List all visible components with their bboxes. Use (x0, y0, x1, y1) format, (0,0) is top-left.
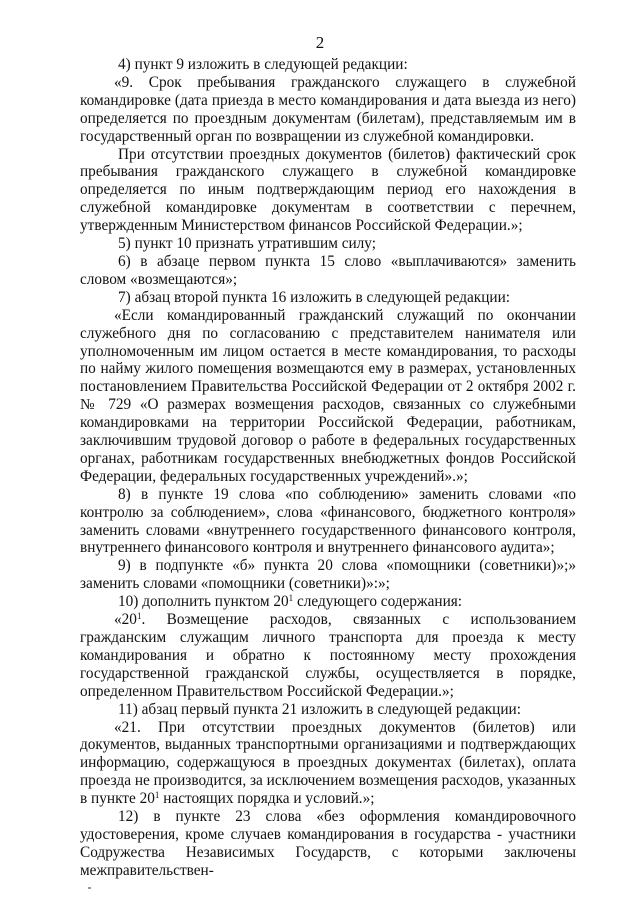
document-body (80, 56, 576, 880)
page-number: 2 (315, 33, 325, 52)
quoted-paragraph-20-1 (80, 611, 576, 701)
quoted-paragraph-21 (80, 719, 576, 809)
paragraph-item-5: 5) пункт 10 признать утратившим силу; (118, 235, 377, 253)
superscript-1: 1 (288, 593, 294, 604)
quoted-paragraph-21-end: настоящих порядка и условий.»; (159, 790, 375, 808)
quoted-paragraph-9: «9. Срок пребывания гражданского служащего в служебной командировке (дата приезда в место командирования и дата выезда из него) определяется по проездным документам (билетам), представляемым им в государственный орган по возвращении из служебной командировки. (80, 73, 576, 145)
quoted-paragraph-20-1-end: . Возмещение расходов, связанных с использованием гражданским служащим личного транспорта для проезда к месту командирования и обратно к постоянному месту прохождения государственной гражданской службы, осуществляется в порядке, определенном Правительством Российской Федерации.»; (80, 611, 576, 700)
paragraph-item-7: 7) абзац второй пункта 16 изложить в следующей редакции: (118, 288, 511, 306)
paragraph-item-6: 6) в абзаце первом пункта 15 слово «выплачиваются» заменить словом «возмещаются»; (80, 252, 576, 288)
paragraph-item-9: 9) в подпункте «б» пункта 20 слова «помощники (советники)»;» заменить словами «помощники (советники)»:»; (80, 557, 576, 593)
paragraph-absence-of-documents: При отсутствии проездных документов (билетов) фактический срок пребывания гражданского служащего в служебной командировке определяется по иным подтверждающим период его нахождения в служебной командировке документам в соответствии с перечнем, утвержденным Министерством финансов Российской Федерации.»; (80, 145, 576, 235)
paragraph-item-10-end: следующего содержания: (293, 593, 463, 611)
paragraph-item-8: 8) в пункте 19 слова «по соблюдению» заменить словами «по контролю за соблюдением», слова «финансового, бюджетного контроля» заменить словами «внутреннего государственного финансового контроля, внутреннего финансового контроля и внутреннего финансового аудита»; (80, 485, 576, 557)
paragraph-item-4: 4) пункт 9 изложить в следующей редакции: (118, 56, 408, 73)
quoted-paragraph-21-start: «21. При отсутствии проездных документов (билетов) или документов, выданных транспортными организациями и подтверждающих информацию, содержащуюся в проездных документах (билетах), оплата проезда не производится, за исключением возмещения расходов, указанных в пункте 20 (80, 718, 576, 808)
superscript-1: 1 (154, 790, 160, 801)
paragraph-item-11: 11) абзац первый пункта 21 изложить в следующей редакции: (118, 700, 521, 718)
quoted-paragraph-20-1-start: «20 (114, 611, 137, 629)
paragraph-item-10 (80, 593, 576, 611)
superscript-1: 1 (136, 611, 142, 622)
paragraph-item-12: 12) в пункте 23 слова «без оформления командировочного удостоверения, кроме случаев командирования в государства - участники Содружества Независимых Государств, с которыми заключены межправительствен- (80, 808, 576, 879)
scan-speck (88, 887, 91, 889)
paragraph-item-10-start: 10) дополнить пунктом 20 (118, 593, 289, 611)
quoted-paragraph-16: «Если командированный гражданский служащий по окончании служебного дня по согласованию с представителем нанимателя или уполномоченным им лицом остается в месте командирования, то расходы по найму жилого помещения возмещаются ему в размерах, установленных постановлением Правительства Российской Федерации от 2 октября 2002 г. № 729 «О размерах возмещения расходов, связанных со служебными командировками на территории Российской Федерации, работникам, заключившим трудовой договор о работе в федеральных государственных органах, работникам государственных внебюджетных фондов Российской Федерации, федеральных государственных учреждений».»; (80, 306, 576, 485)
